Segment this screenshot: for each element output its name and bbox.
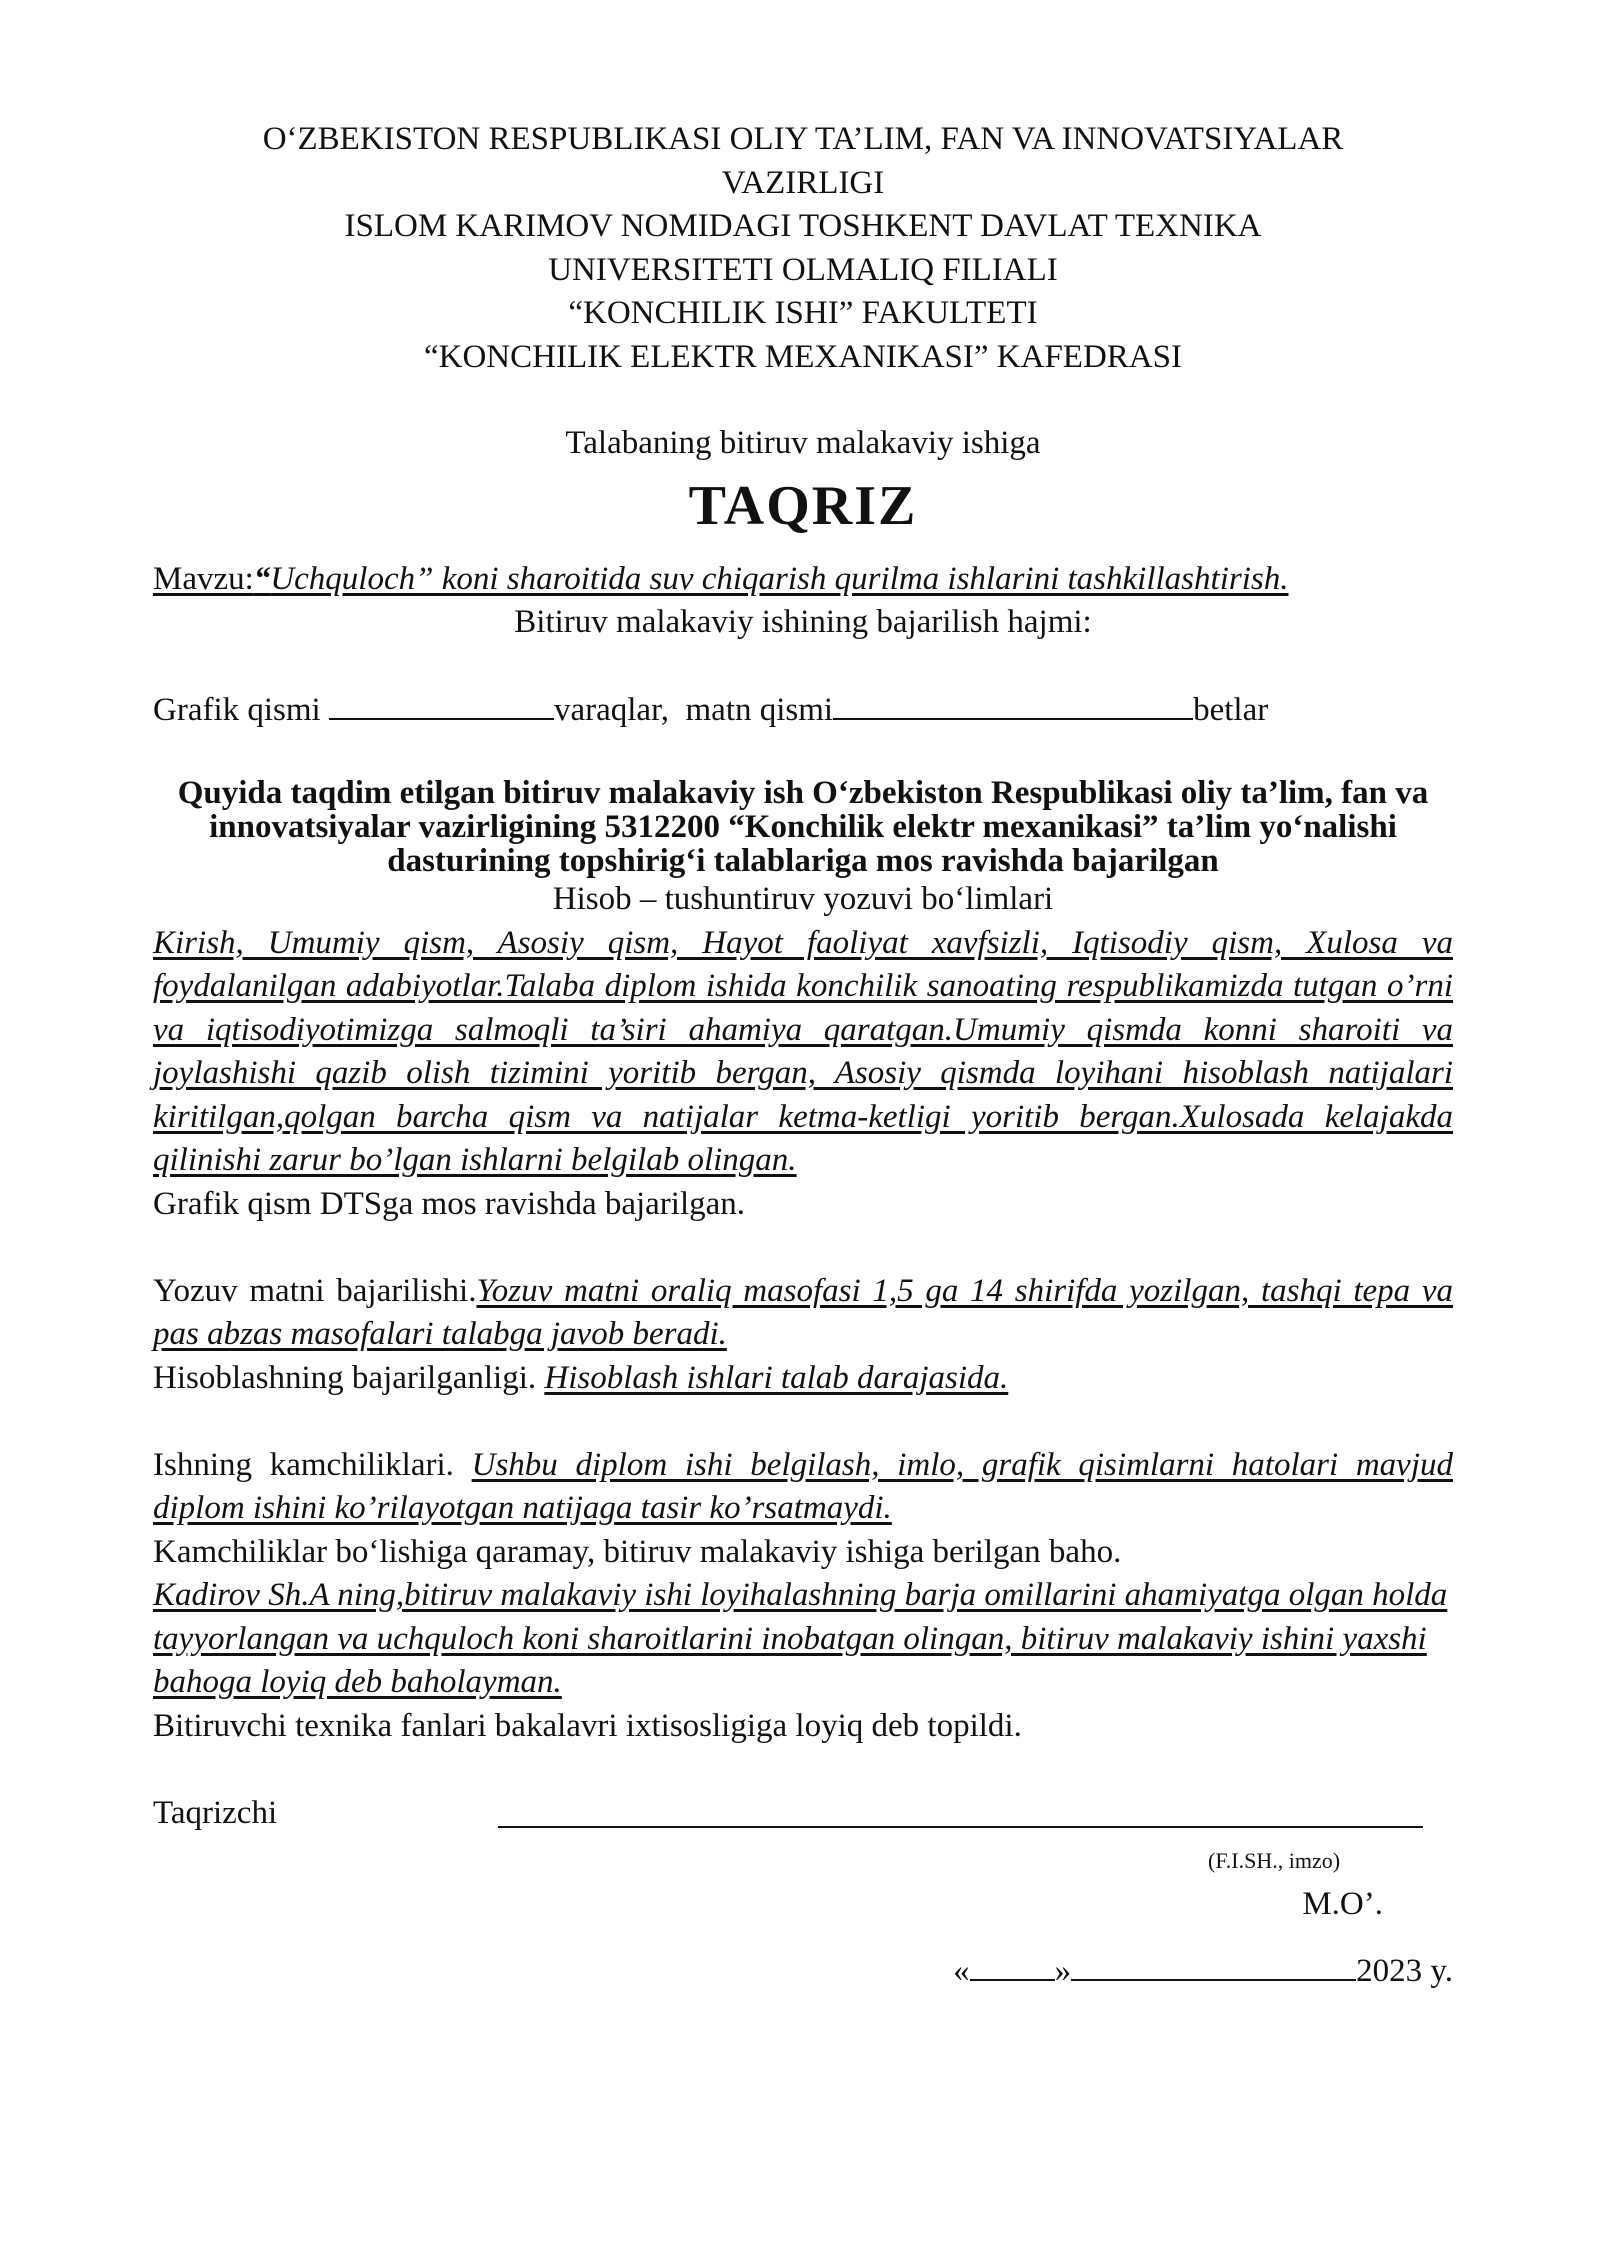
sections-text: Kirish, Umumiy qism, Asosiy qism, Hayot faoliyat xavfsizli, Iqtisodiy qism, Xulosa va foydalanilgan adabiyotlar.Talaba diplom ishida konchilik sanoating respublikamizda tutgan o’rni va iqtisodiyotimizga salmoqli ta’siri ahamiya qaratgan.Umumiy qismda konni sharoiti va joylashishi qazib olish tizimini yoritib bergan, Asosiy qismda loyihani hisoblash natijalari kiritilgan,qolgan barcha qism va natijalar ketma-ketligi yoritib bergan.Xulosada kelajakda qilinishi zarur bo’lgan ishlarni belgilab olingan. — [153, 924, 1453, 1178]
topic-label: Mavzu: — [153, 560, 254, 597]
calc-label: Hisoblashning bajarilganligi. — [153, 1359, 537, 1396]
sections-heading: Hisob – tushuntiruv yozuvi bo‘limlari — [552, 881, 1054, 917]
reviewer-label: Taqrizchi — [153, 1794, 278, 1831]
grade-text: Kadirov Sh.A ning,bitiruv malakaviy ishi loyihalashning barja omillarini ahamiyatga olgan holda tayyorlangan va uchquloch koni sharoitlarini inobatgan olingan, bitiruv malakaviy ishini yaxshi bahoga loyiq deb baholayman. — [153, 1577, 1448, 1700]
document-page — [153, 118, 1453, 1995]
ministry-line-1: O‘ZBEKISTON RESPUBLIKASI OLIY TA’LIM, FAN VA INNOVATSIYALAR — [262, 121, 1344, 157]
topic-text: Uchquloch” koni sharoitida suv chiqarish qurilma ishlarini tashkillashtirish. — [270, 560, 1289, 597]
defects-paragraph — [153, 1444, 1453, 1531]
ministry-line-2: VAZIRLIGI — [721, 164, 885, 201]
date-year: 2023 y. — [1356, 1953, 1453, 1989]
date-field — [953, 1949, 1453, 1994]
conclusion: Bitiruvchi texnika fanlari bakalavri ixtisosligiga loyiq deb topildi. — [153, 1707, 1022, 1744]
graphic-sheets-blank — [329, 688, 554, 720]
university-line-2: UNIVERSITETI OLMALIQ FILIALI — [548, 251, 1058, 288]
volume-line — [153, 688, 1453, 733]
writing-label: Yozuv matni bajarilishi. — [153, 1272, 477, 1309]
date-open-quote: « — [953, 1953, 970, 1989]
date-close-quote: » — [1054, 1953, 1072, 1989]
defects-value: Ushbu diplom ishi belgilash, imlo, grafik qisimlarni hatolari mavjud diplom ishini ko’rilayotgan natijaga tasir ko’rsatmaydi. — [153, 1446, 1453, 1526]
pages-label: betlar — [1193, 692, 1269, 728]
graphic-note: Grafik qism DTSga mos ravishda bajarilgan. — [153, 1185, 746, 1222]
compliance-statement: Quyida taqdim etilgan bitiruv malakaviy ish O‘zbekiston Respublikasi oliy ta’lim, fan va innovatsiyalar vazirligining 5312200 “Konchilik elektr mexanikasi” ta’lim yo‘nalishi dasturining topshirig‘i talablariga mos ravishda bajarilgan — [177, 775, 1429, 879]
stamp-label: M.O’. — [1302, 1886, 1383, 1922]
topic-quote-mark: “ — [253, 560, 271, 597]
volume-heading: Bitiruv malakaviy ishining bajarilish hajmi: — [514, 604, 1092, 640]
graphic-label: Grafik qismi — [153, 692, 321, 728]
date-row — [153, 1935, 1453, 1995]
header-block — [153, 118, 1453, 379]
calc-paragraph — [153, 1357, 1453, 1401]
signature-caption: (F.I.SH., imzo) — [1208, 1848, 1341, 1873]
month-blank — [1071, 1949, 1356, 1981]
university-line-1: ISLOM KARIMOV NOMIDAGI TOSHKENT DAVLAT TEXNIKA — [344, 208, 1262, 244]
department-line: “KONCHILIK ELEKTR MEXANIKASI” KAFEDRASI — [423, 338, 1182, 375]
topic-paragraph — [153, 558, 1453, 602]
page-title: TAQRIZ — [688, 474, 918, 537]
signature-row — [153, 1792, 1453, 1836]
signature-line — [498, 1826, 1423, 1828]
defects-label: Ishning kamchiliklari. — [153, 1446, 454, 1483]
calc-value: Hisoblash ishlari talab darajasida. — [544, 1359, 1009, 1396]
sheets-label: varaqlar, — [553, 692, 670, 728]
grade-heading: Kamchiliklar bo‘lishiga qaramay, bitiruv malakaviy ishiga berilgan baho. — [153, 1533, 1122, 1570]
subtitle: Talabaning bitiruv malakaviy ishiga — [565, 425, 1041, 461]
text-pages-blank — [833, 688, 1193, 720]
writing-value: Yozuv matni oraliq masofasi 1,5 ga 14 shirifda yozilgan, tashqi tepa va pas abzas masofalari talabga javob beradi. — [153, 1272, 1454, 1352]
day-blank — [970, 1949, 1055, 1981]
text-label: matn qismi — [685, 692, 834, 728]
writing-paragraph — [153, 1270, 1453, 1357]
signature-caption-row — [153, 1835, 1453, 1875]
stamp-row — [153, 1875, 1453, 1935]
faculty-line: “KONCHILIK ISHI” FAKULTETI — [568, 295, 1038, 331]
